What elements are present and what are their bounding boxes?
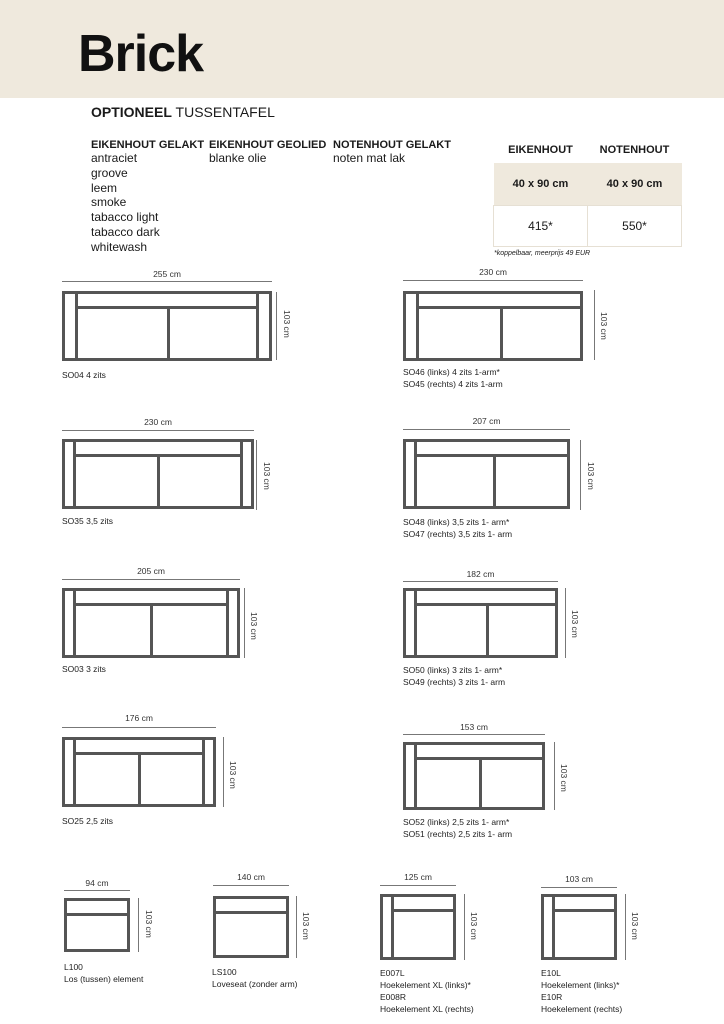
element-drawing-e007l: [380, 894, 456, 960]
depth-label: 103 cm: [586, 462, 596, 490]
price-size-cell: 40 x 90 cm: [494, 163, 588, 206]
caption-line: Hoekelement (rechts): [541, 1004, 623, 1014]
caption-line: Los (tussen) element: [64, 974, 144, 984]
width-label: 255 cm: [153, 269, 181, 279]
caption-line: Hoekelement (links)*: [541, 980, 620, 990]
sofa-drawing-so50: [403, 588, 558, 658]
width-label: 140 cm: [237, 872, 265, 882]
depth-dimension-line: [223, 737, 224, 807]
caption-line: SO35 3,5 zits: [62, 516, 114, 526]
finish-item: blanke olie: [209, 151, 267, 165]
width-dimension-line: [62, 430, 254, 431]
width-label: 182 cm: [466, 569, 495, 579]
caption-line: LS100: [212, 967, 237, 977]
caption-line: Hoekelement XL (links)*: [380, 980, 471, 990]
section-title-rest: TUSSENTAFEL: [171, 104, 275, 120]
depth-label: 103 cm: [249, 612, 259, 640]
width-label: 94 cm: [85, 878, 109, 888]
finish-item: noten mat lak: [333, 151, 406, 165]
width-label: 230 cm: [144, 417, 172, 427]
sofa-caption: [403, 366, 503, 390]
finish-item: groove: [91, 165, 128, 180]
finish-item: tabacco dark: [91, 224, 160, 239]
element-caption: [380, 967, 474, 1015]
width-dimension-line: [403, 734, 545, 735]
caption-line: E10R: [541, 992, 563, 1002]
caption-line: SO46 (links) 4 zits 1-arm*: [403, 367, 500, 377]
depth-dimension-line: [625, 894, 626, 960]
width-dimension-line: [213, 885, 289, 886]
width-label: 205 cm: [137, 566, 165, 576]
finish-item: smoke: [91, 195, 127, 210]
caption-line: SO03 3 zits: [62, 664, 106, 674]
depth-dimension-line: [244, 588, 245, 658]
caption-line: E008R: [380, 992, 406, 1002]
finish-item: leem: [91, 180, 118, 195]
sofa-drawing-so48: [403, 439, 570, 509]
width-label: 230 cm: [479, 267, 507, 277]
width-label: 103 cm: [565, 874, 593, 884]
caption-line: SO45 (rechts) 4 zits 1-arm: [403, 379, 503, 389]
sofa-caption: [403, 816, 512, 840]
caption-line: SO48 (links) 3,5 zits 1- arm*: [403, 517, 510, 527]
sofa-caption: [62, 369, 106, 381]
depth-dimension-line: [565, 588, 566, 658]
width-dimension-line: [380, 885, 456, 886]
width-label: 153 cm: [460, 722, 488, 732]
sofa-caption: [403, 516, 512, 540]
price-value-cell: 415*: [494, 206, 588, 247]
depth-label: 103 cm: [469, 912, 479, 940]
element-drawing-ls100: [213, 896, 289, 958]
width-dimension-line: [403, 581, 558, 582]
depth-label: 103 cm: [144, 910, 154, 938]
price-note: *koppelbaar, meerprijs 49 EUR: [494, 250, 591, 257]
depth-label: 103 cm: [630, 912, 640, 940]
section-title: [91, 104, 275, 120]
caption-line: SO49 (rechts) 3 zits 1- arm: [403, 677, 506, 687]
caption-line: Loveseat (zonder arm): [212, 979, 298, 989]
price-col-header: EIKENHOUT: [508, 144, 573, 156]
caption-line: L100: [64, 962, 83, 972]
element-drawing-e10l: [541, 894, 617, 960]
finish-item: antraciet: [91, 151, 138, 165]
sofa-drawing-so35: [62, 439, 254, 509]
width-label: 176 cm: [125, 713, 153, 723]
finish-heading: EIKENHOUT GEOLIED: [209, 139, 327, 151]
finish-column-oak-lacquered: [91, 139, 204, 255]
depth-dimension-line: [276, 292, 277, 360]
finish-item: tabacco light: [91, 210, 159, 225]
depth-label: 103 cm: [599, 312, 609, 340]
sofa-drawing-so03: [62, 588, 240, 658]
width-dimension-line: [403, 429, 570, 430]
caption-line: SO50 (links) 3 zits 1- arm*: [403, 665, 503, 675]
depth-dimension-line: [594, 290, 595, 360]
depth-label: 103 cm: [228, 761, 238, 789]
width-dimension-line: [62, 579, 240, 580]
depth-dimension-line: [580, 440, 581, 510]
price-size-cell: 40 x 90 cm: [588, 163, 682, 206]
element-caption: [541, 967, 622, 1015]
finish-column-walnut-lacquered: [333, 139, 451, 166]
caption-line: E007L: [380, 968, 405, 978]
price-table: [493, 137, 682, 247]
caption-line: SO52 (links) 2,5 zits 1- arm*: [403, 817, 510, 827]
element-drawing-l100: [64, 898, 130, 952]
sofa-caption: [62, 663, 106, 675]
caption-line: Hoekelement XL (rechts): [380, 1004, 474, 1014]
width-label: 207 cm: [472, 416, 501, 426]
width-label: 125 cm: [404, 872, 432, 882]
width-dimension-line: [541, 887, 617, 888]
width-dimension-line: [403, 280, 583, 281]
depth-dimension-line: [296, 896, 297, 958]
depth-dimension-line: [138, 898, 139, 952]
depth-label: 103 cm: [570, 610, 580, 638]
brand-title: Brick: [78, 25, 204, 83]
finish-heading: NOTENHOUT GELAKT: [333, 139, 451, 151]
price-col-header: NOTENHOUT: [599, 144, 670, 156]
sofa-drawing-so04: [62, 291, 272, 361]
depth-dimension-line: [554, 742, 555, 810]
section-title-bold: OPTIONEEL: [91, 104, 172, 120]
caption-line: SO25 2,5 zits: [62, 816, 114, 826]
sofa-caption: [62, 815, 113, 827]
width-dimension-line: [62, 281, 272, 282]
element-caption: [212, 966, 298, 990]
caption-line: SO04 4 zits: [62, 370, 106, 380]
finish-heading: EIKENHOUT GELAKT: [91, 139, 205, 151]
sofa-drawing-so52: [403, 742, 545, 810]
width-dimension-line: [64, 890, 130, 891]
width-dimension-line: [62, 727, 216, 728]
sofa-caption: [62, 515, 113, 527]
caption-line: SO51 (rechts) 2,5 zits 1- arm: [403, 829, 513, 839]
element-caption: [64, 961, 143, 985]
depth-label: 103 cm: [301, 912, 311, 940]
sofa-drawing-so25: [62, 737, 216, 807]
depth-label: 103 cm: [559, 764, 569, 792]
sofa-caption: [403, 664, 505, 688]
finish-column-oak-oiled: [209, 139, 326, 166]
caption-line: E10L: [541, 968, 561, 978]
price-value-cell: 550*: [588, 206, 682, 247]
depth-dimension-line: [256, 440, 257, 510]
depth-label: 103 cm: [262, 462, 272, 490]
depth-dimension-line: [464, 894, 465, 960]
caption-line: SO47 (rechts) 3,5 zits 1- arm: [403, 529, 513, 539]
sofa-drawing-so46: [403, 291, 583, 361]
finish-item: whitewash: [91, 239, 148, 254]
depth-label: 103 cm: [282, 310, 292, 338]
